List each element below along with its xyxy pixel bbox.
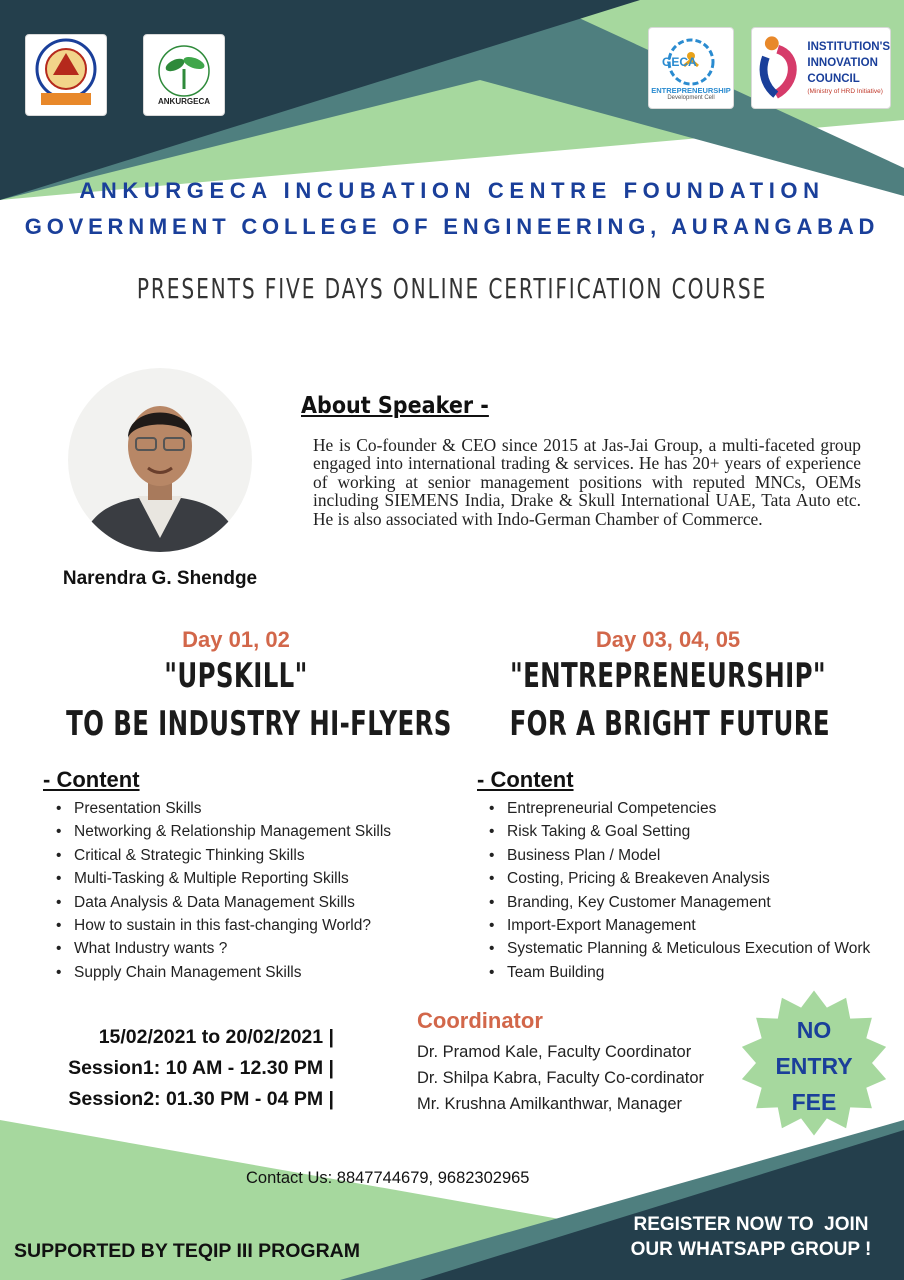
badge-line1: NO — [796, 1017, 832, 1043]
iic-line3: COUNCIL — [807, 73, 860, 85]
sprout-icon — [151, 45, 217, 97]
track2-headline1: "ENTREPRENEURSHIP" — [509, 656, 827, 696]
coordinator-person-2: Dr. Shilpa Kabra, Faculty Co-cordinator — [417, 1069, 705, 1087]
speaker-name: Narendra G. Shendge — [62, 568, 258, 589]
geca-letters: GECA — [662, 54, 697, 69]
track1-day-label: Day 01, 02 — [182, 627, 290, 652]
org-title-line1: ANKURGECA INCUBATION CENTRE FOUNDATION — [79, 178, 825, 203]
register-whatsapp-cta[interactable] — [596, 1212, 904, 1262]
list-item: • Costing, Pricing & Breakeven Analysis — [489, 867, 870, 890]
coordinator-person-3: Mr. Krushna Amilkanthwar, Manager — [417, 1095, 683, 1113]
no-entry-fee-badge — [752, 1012, 876, 1120]
track1-content-title: - Content — [43, 767, 140, 792]
geca-line2: Development Cell — [667, 94, 715, 101]
presents-heading: PRESENTS FIVE DAYS ONLINE CERTIFICATION COURSE — [136, 272, 768, 305]
iic-logo — [751, 27, 891, 109]
track1-headline1: "UPSKILL" — [164, 656, 308, 696]
register-line2: OUR WHATSAPP GROUP ! — [630, 1239, 872, 1260]
schedule-block — [68, 1022, 334, 1115]
innovation-figure-icon — [758, 33, 803, 103]
list-item: • Systematic Planning & Meticulous Execution of Work — [489, 937, 870, 960]
list-item: • Risk Taking & Goal Setting — [489, 820, 870, 843]
ankurgeca-logo-text: ANKURGECA — [158, 96, 210, 106]
college-emblem-icon — [31, 37, 101, 113]
schedule-session2: Session2: 01.30 PM - 04 PM | — [68, 1088, 334, 1110]
list-item: • Import-Export Management — [489, 914, 870, 937]
list-item: • Team Building — [489, 961, 870, 984]
track2-content-list — [489, 797, 870, 984]
schedule-dates: 15/02/2021 to 20/02/2021 | — [98, 1026, 334, 1048]
iic-line2: INNOVATION — [807, 57, 878, 69]
about-speaker-title: About Speaker - — [301, 393, 489, 419]
list-item: • How to sustain in this fast-changing World? — [56, 914, 391, 937]
register-line1: REGISTER NOW TO JOIN — [633, 1214, 869, 1235]
supported-by-text: SUPPORTED BY TEQIP III PROGRAM — [14, 1240, 361, 1262]
speaker-bio: He is Co-founder & CEO since 2015 at Jas-Jai Group, a multi-faceted group engaged into international trading & services. He has 20+ years of experience of working at senior management positions with reputed MNCs, OEMs including SIEMENS India, Drake & Skull International UAE, Tata Auto etc. He is also associated with Indo-German Chamber of Commerce. — [313, 435, 861, 529]
badge-line3: FEE — [791, 1089, 837, 1115]
coordinator-title: Coordinator — [417, 1008, 543, 1033]
iic-line1: INSTITUTION'S — [807, 41, 890, 53]
list-item: • Branding, Key Customer Management — [489, 891, 870, 914]
badge-line2: ENTRY — [775, 1053, 853, 1079]
list-item: • Data Analysis & Data Management Skills — [56, 891, 391, 914]
list-item: • Presentation Skills — [56, 797, 391, 820]
iic-line4: (Ministry of HRD Initiative) — [807, 88, 883, 95]
geca-ed-cell-logo — [648, 27, 734, 109]
track2-content-title: - Content — [477, 767, 574, 792]
list-item: • Networking & Relationship Management Skills — [56, 820, 391, 843]
track2-day-label: Day 03, 04, 05 — [595, 627, 741, 652]
contact-info: Contact Us: 8847744679, 9682302965 — [246, 1169, 530, 1187]
geca-line1: ENTREPRENEURSHIP — [651, 85, 731, 95]
gear-icon — [656, 36, 726, 86]
track1-content-list — [56, 797, 391, 984]
schedule-session1: Session1: 10 AM - 12.30 PM | — [68, 1057, 334, 1079]
coordinator-person-1: Dr. Pramod Kale, Faculty Coordinator — [417, 1043, 692, 1061]
list-item: • Entrepreneurial Competencies — [489, 797, 870, 820]
track1-headline2: TO BE INDUSTRY HI-FLYERS — [66, 704, 452, 744]
list-item: • Supply Chain Management Skills — [56, 961, 391, 984]
list-item: • What Industry wants ? — [56, 937, 391, 960]
list-item: • Critical & Strategic Thinking Skills — [56, 844, 391, 867]
track2-headline2: FOR A BRIGHT FUTURE — [509, 704, 830, 744]
list-item: • Multi-Tasking & Multiple Reporting Skills — [56, 867, 391, 890]
ankurgeca-logo — [143, 34, 225, 116]
gce-aurangabad-logo — [25, 34, 107, 116]
list-item: • Business Plan / Model — [489, 844, 870, 867]
speaker-photo — [68, 368, 252, 552]
org-title-line2: GOVERNMENT COLLEGE OF ENGINEERING, AURANGABAD — [24, 214, 880, 239]
